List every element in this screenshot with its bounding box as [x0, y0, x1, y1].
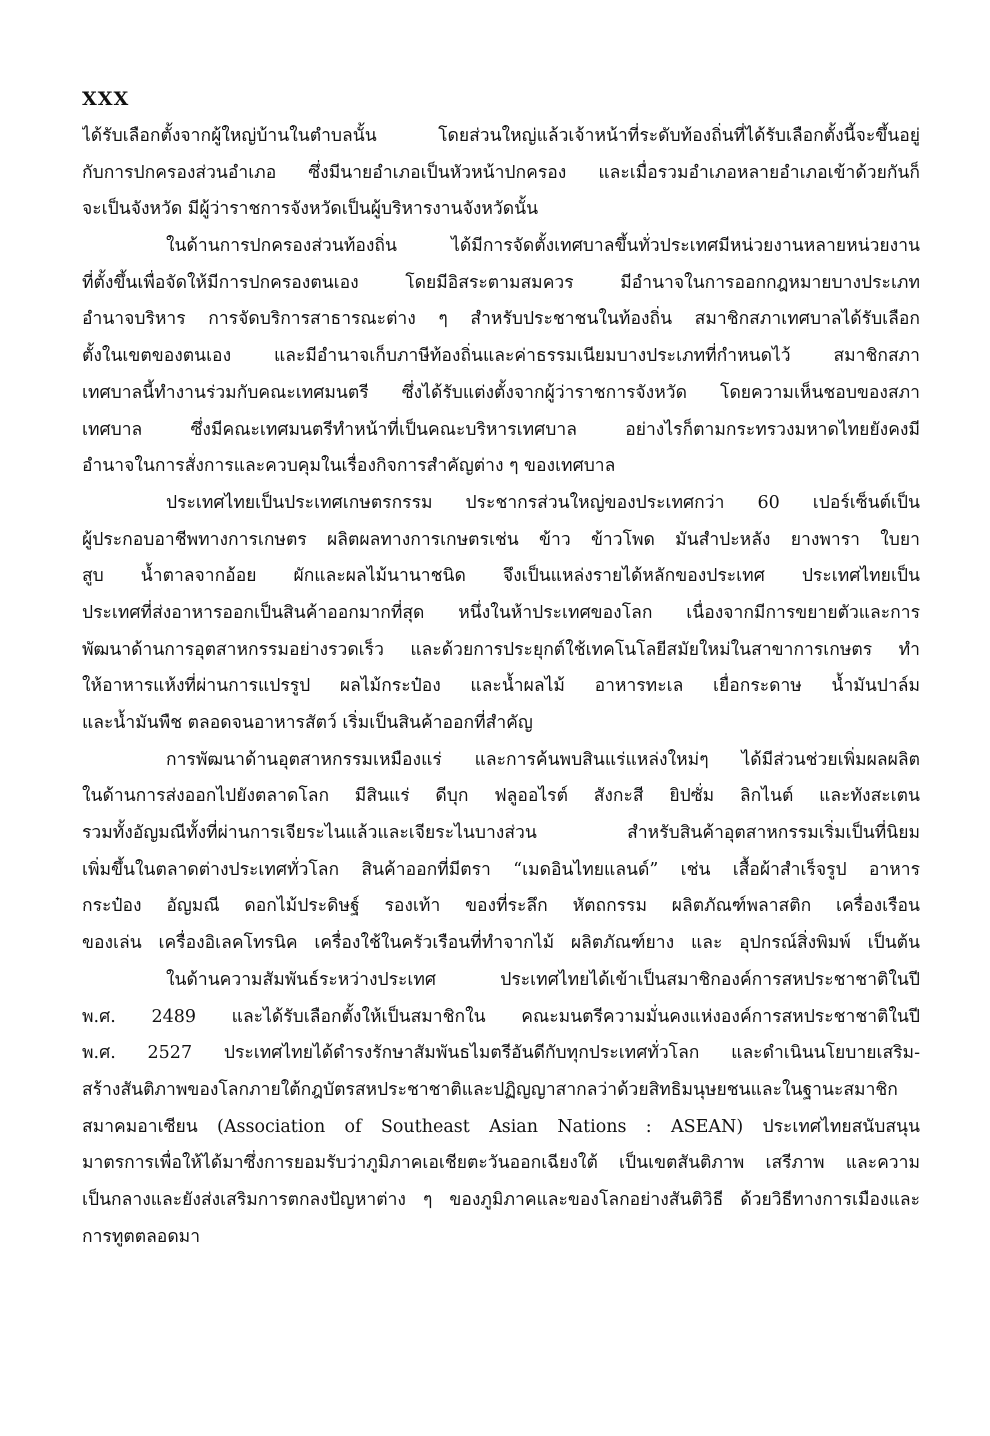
text-line: สูบ น้ำตาลจากอ้อย ผักและผลไม้นานาชนิด จึงเป็นแหล่งรายได้หลักของประเทศ ประเทศไทยเป็น	[82, 566, 920, 587]
text-line: รวมทั้งอัญมณีทั้งที่ผ่านการเจียระไนแล้วและเจียระไนบางส่วน สำหรับสินค้าอุตสาหกรรมเริ่มเป็นที่นิยม	[82, 823, 920, 844]
page-number: XXX	[82, 88, 130, 110]
text-line: ให้อาหารแห้งที่ผ่านการแปรรูป ผลไม้กระป๋อง และน้ำผลไม้ อาหารทะเล เยื่อกระดาษ น้ำมันปาล์ม	[82, 676, 920, 697]
text-line: ในด้านการปกครองส่วนท้องถิ่น ได้มีการจัดตั้งเทศบาลขึ้นทั่วประเทศมีหน่วยงานหลายหน่วยงาน	[166, 236, 920, 257]
text-line: เทศบาล ซึ่งมีคณะเทศมนตรีทำหน้าที่เป็นคณะบริหารเทศบาล อย่างไรก็ตามกระทรวงมหาดไทยยังคงมี	[82, 419, 920, 440]
text-line: ประเทศที่ส่งอาหารออกเป็นสินค้าออกมากที่สุด หนึ่งในห้าประเทศของโลก เนื่องจากมีการขยายตัวและการ	[82, 602, 920, 623]
text-line: การทูตตลอดมา	[82, 1226, 201, 1247]
text-line: และน้ำมันพืช ตลอดจนอาหารสัตว์ เริ่มเป็นสินค้าออกที่สำคัญ	[82, 713, 533, 733]
text-line: เทศบาลนี้ทำงานร่วมกับคณะเทศมนตรี ซึ่งได้รับแต่งตั้งจากผู้ว่าราชการจังหวัด โดยความเห็นชอบของสภา	[82, 382, 920, 403]
text-line: อำนาจในการสั่งการและควบคุมในเรื่องกิจการสำคัญต่าง ๆ ของเทศบาล	[82, 456, 616, 477]
text-line: ในด้านความสัมพันธ์ระหว่างประเทศ ประเทศไทยได้เข้าเป็นสมาชิกองค์การสหประชาชาติในปี	[166, 969, 920, 990]
text-line: จะเป็นจังหวัด มีผู้ว่าราชการจังหวัดเป็นผู้บริหารงานจังหวัดนั้น	[82, 199, 539, 220]
text-line: ได้รับเลือกตั้งจากผู้ใหญ่บ้านในตำบลนั้น โดยส่วนใหญ่แล้วเจ้าหน้าที่ระดับท้องถิ่นที่ได้รับเลือกตั้งนี้จะขึ้นอยู่	[82, 126, 920, 146]
text-line: กระป๋อง อัญมณี ดอกไม้ประดิษฐ์ รองเท้า ของที่ระลึก หัตถกรรม ผลิตภัณฑ์พลาสติก เครื่องเรือน	[82, 896, 920, 917]
text-line: ผู้ประกอบอาชีพทางการเกษตร ผลิตผลทางการเกษตรเช่น ข้าว ข้าวโพด มันสำปะหลัง ยางพารา ใบยา	[82, 529, 920, 550]
text-line: พ.ศ. 2527 ประเทศไทยได้ดำรงรักษาสัมพันธไมตรีอันดีกับทุกประเทศทั่วโลก และดำเนินนโยบายเสริม-	[82, 1043, 920, 1064]
text-line: พัฒนาด้านการอุตสาหกรรมอย่างรวดเร็ว และด้วยการประยุกต์ใช้เทคโนโลยีสมัยใหม่ในสาขาการเกษตร ทำ	[82, 639, 920, 660]
text-line: ในด้านการส่งออกไปยังตลาดโลก มีสินแร่ ดีบุก ฟลูออไรต์ สังกะสี ยิปซั่ม ลิกไนต์ และทังสะเตน	[82, 786, 920, 807]
text-line: สร้างสันติภาพของโลกภายใต้กฎบัตรสหประชาชาติและปฏิญญาสากลว่าด้วยสิทธิมนุษยชนและในฐานะสมาชิก	[82, 1079, 898, 1100]
text-line: เพิ่มขึ้นในตลาดต่างประเทศทั่วโลก สินค้าออกที่มีตรา “เมดอินไทยแลนด์” เช่น เสื้อผ้าสำเร็จรูป อาหาร	[82, 859, 920, 880]
text-line: กับการปกครองส่วนอำเภอ ซึ่งมีนายอำเภอเป็นหัวหน้าปกครอง และเมื่อรวมอำเภอหลายอำเภอเข้าด้วยกันก็	[82, 162, 920, 183]
text-line: มาตรการเพื่อให้ได้มาซึ่งการยอมรับว่าภูมิภาคเอเชียตะวันออกเฉียงใต้ เป็นเขตสันติภาพ เสรีภาพ และความ	[82, 1153, 920, 1174]
text-line: ประเทศไทยเป็นประเทศเกษตรกรรม ประชากรส่วนใหญ่ของประเทศกว่า 60 เปอร์เซ็นต์เป็น	[166, 492, 920, 513]
text-line: ตั้งในเขตของตนเอง และมีอำนาจเก็บภาษีท้องถิ่นและค่าธรรมเนียมบางประเภทที่กำหนดไว้ สมาชิกสภา	[82, 346, 920, 367]
body-text	[82, 118, 920, 1255]
text-line: ที่ตั้งขึ้นเพื่อจัดให้มีการปกครองตนเอง โดยมีอิสระตามสมควร มีอำนาจในการออกกฎหมายบางประเภท	[82, 272, 920, 293]
text-line: พ.ศ. 2489 และได้รับเลือกตั้งให้เป็นสมาชิกใน คณะมนตรีความมั่นคงแห่งองค์การสหประชาชาติในปี	[82, 1006, 920, 1027]
text-line: การพัฒนาด้านอุตสาหกรรมเหมืองแร่ และการค้นพบสินแร่แหล่งใหม่ๆ ได้มีส่วนช่วยเพิ่มผลผลิต	[166, 749, 920, 770]
text-line: ของเล่น เครื่องอิเลคโทรนิค เครื่องใช้ในครัวเรือนที่ทำจากไม้ ผลิตภัณฑ์ยาง และ อุปกรณ์สิ่งพิมพ์ เป็นต้น	[82, 933, 920, 954]
text-line: อำนาจบริหาร การจัดบริการสาธารณะต่าง ๆ สำหรับประชาชนในท้องถิ่น สมาชิกสภาเทศบาลได้รับเลือก	[82, 309, 920, 330]
text-line: เป็นกลางและยังส่งเสริมการตกลงปัญหาต่าง ๆ ของภูมิภาคและของโลกอย่างสันติวิธี ด้วยวิธีทางการเมืองและ	[82, 1189, 920, 1210]
text-line: สมาคมอาเซียน (Association of Southeast Asian Nations : ASEAN) ประเทศไทยสนับสนุน	[82, 1116, 920, 1137]
